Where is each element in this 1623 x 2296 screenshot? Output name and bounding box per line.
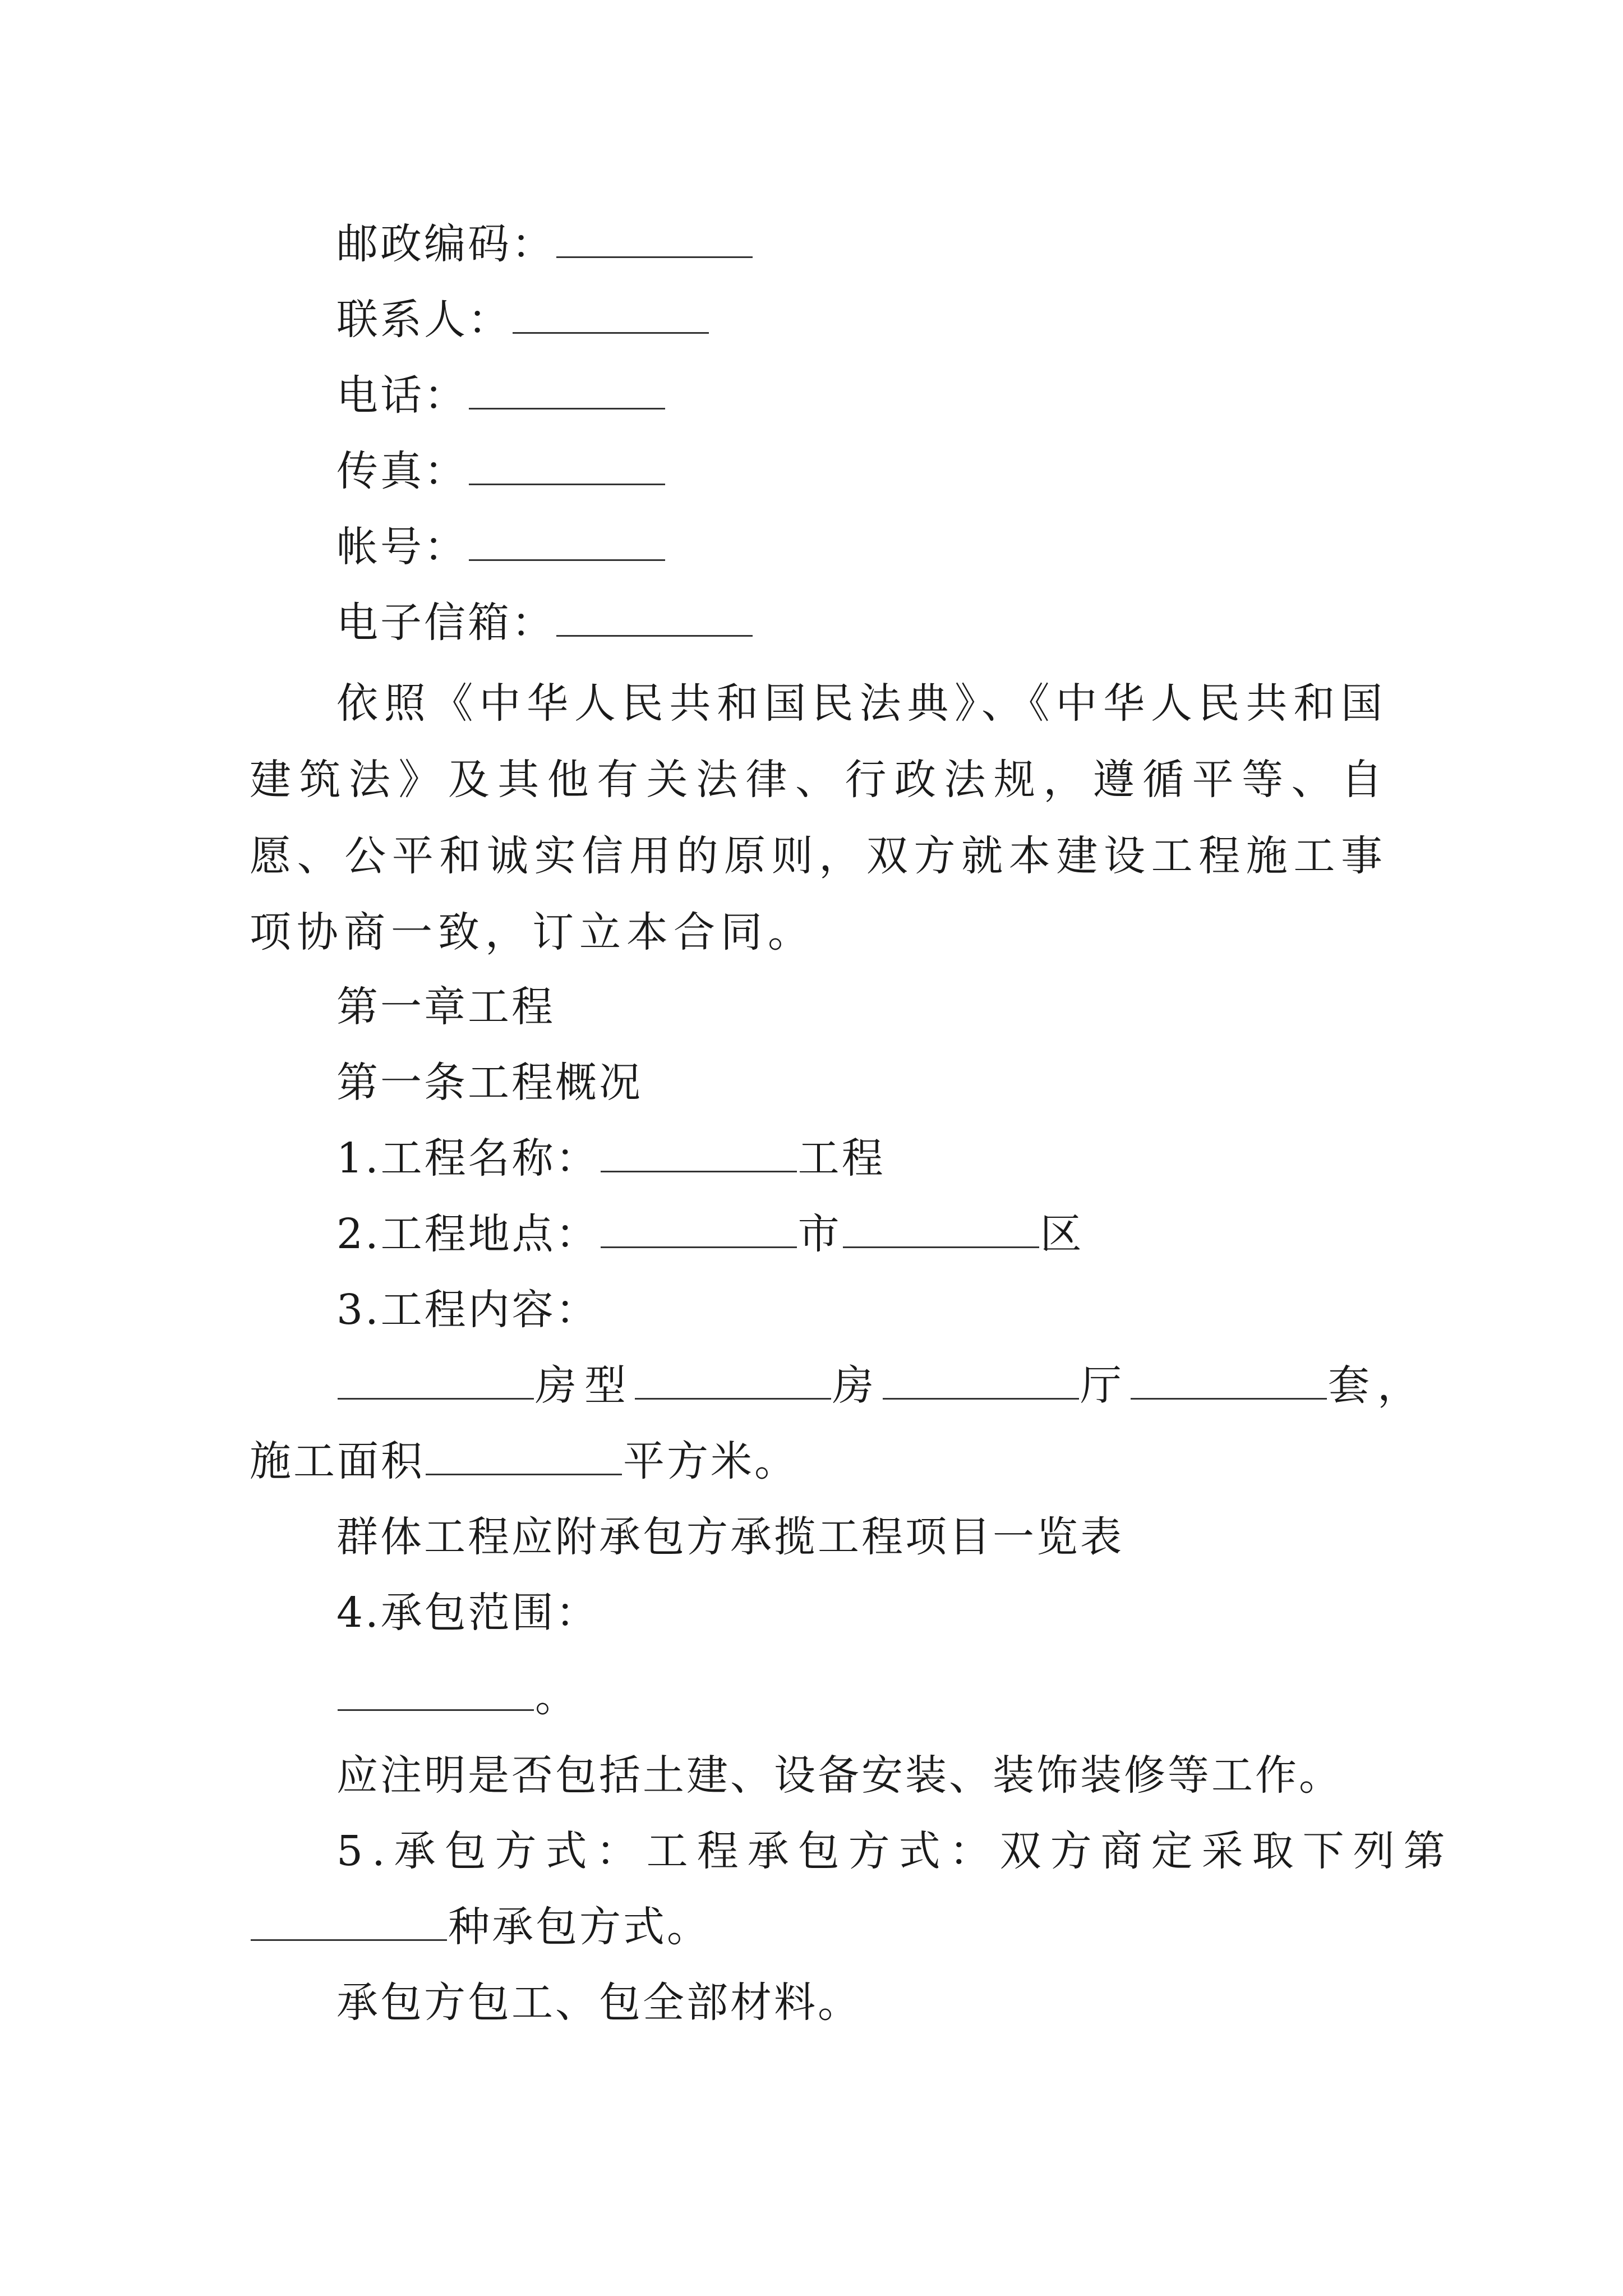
contract-method-line-2 xyxy=(250,1899,711,1955)
room-blank xyxy=(635,1364,831,1400)
contract-method-line: 5.承包方式：工程承包方式：双方商定采取下列第 xyxy=(336,1827,1454,1875)
scope-blank xyxy=(338,1676,534,1711)
project-content-label: 3.工程内容： xyxy=(336,1286,600,1334)
contact-person-line xyxy=(336,292,710,348)
room-text: 房 xyxy=(832,1361,882,1410)
scope-blank-line xyxy=(336,1669,579,1725)
project-content-line xyxy=(336,1282,600,1338)
fax-blank xyxy=(469,450,665,485)
method-note: 承包方包工、包全部材料。 xyxy=(336,1978,861,2027)
intro-paragraph: 依照《中华人民共和国民法典》、《中华人民共和国建筑法》及其他有关法律、行政法规，遵循平等、自愿、公平和诚实信用的原则，双方就本建设工程施工事项协商一致，订立本合同。 xyxy=(250,679,1388,956)
project-location-line xyxy=(336,1206,1084,1262)
account-line xyxy=(336,519,666,575)
project-location-label: 2.工程地点： xyxy=(336,1210,600,1258)
district-text: 区 xyxy=(1040,1210,1084,1258)
project-name-blank xyxy=(601,1137,797,1172)
contract-method-suffix: 种承包方式。 xyxy=(448,1903,711,1951)
phone-label: 电话： xyxy=(336,371,468,420)
postcode-line xyxy=(336,216,754,272)
scope-line xyxy=(336,1585,600,1641)
scope-end: 。 xyxy=(535,1673,579,1721)
area-label: 施工面积 xyxy=(250,1437,425,1485)
email-blank xyxy=(556,601,753,637)
group-project-note: 群体工程应附承包方承揽工程项目一览表 xyxy=(336,1513,1124,1561)
contact-person-label: 联系人： xyxy=(336,296,511,344)
email-line xyxy=(336,595,754,651)
email-label: 电子信箱： xyxy=(336,599,555,647)
account-blank xyxy=(469,526,665,561)
account-label: 帐号： xyxy=(336,523,468,571)
project-name-label: 1.工程名称： xyxy=(336,1134,600,1182)
district-blank xyxy=(843,1213,1039,1248)
postcode-blank xyxy=(556,223,753,258)
area-line xyxy=(250,1433,798,1489)
scope-note: 应注明是否包括土建、设备安装、装饰装修等工作。 xyxy=(336,1751,1343,1800)
postcode-label: 邮政编码： xyxy=(336,220,555,268)
project-name-suffix: 工程 xyxy=(797,1134,886,1182)
area-unit: 平方米。 xyxy=(623,1437,798,1485)
fax-line xyxy=(336,443,666,499)
hall-blank xyxy=(883,1364,1079,1400)
room-spec-line xyxy=(336,1358,1427,1414)
contract-method-blank xyxy=(251,1906,447,1941)
set-text: 套， xyxy=(1328,1361,1427,1410)
article-title: 第一条工程概况 xyxy=(336,1059,643,1107)
chapter-title: 第一章工程 xyxy=(336,983,555,1031)
room-type-blank xyxy=(338,1364,534,1400)
fax-label: 传真： xyxy=(336,447,468,495)
room-type-text: 房型 xyxy=(535,1361,634,1410)
project-name-line xyxy=(336,1130,886,1186)
city-text: 市 xyxy=(797,1210,842,1258)
contact-person-blank xyxy=(513,298,709,334)
city-blank xyxy=(601,1213,797,1248)
phone-line xyxy=(336,367,666,424)
area-blank xyxy=(426,1440,622,1475)
scope-label: 4.承包范围： xyxy=(336,1589,600,1637)
hall-text: 厅 xyxy=(1080,1361,1129,1410)
phone-blank xyxy=(469,374,665,409)
set-blank xyxy=(1131,1364,1327,1400)
